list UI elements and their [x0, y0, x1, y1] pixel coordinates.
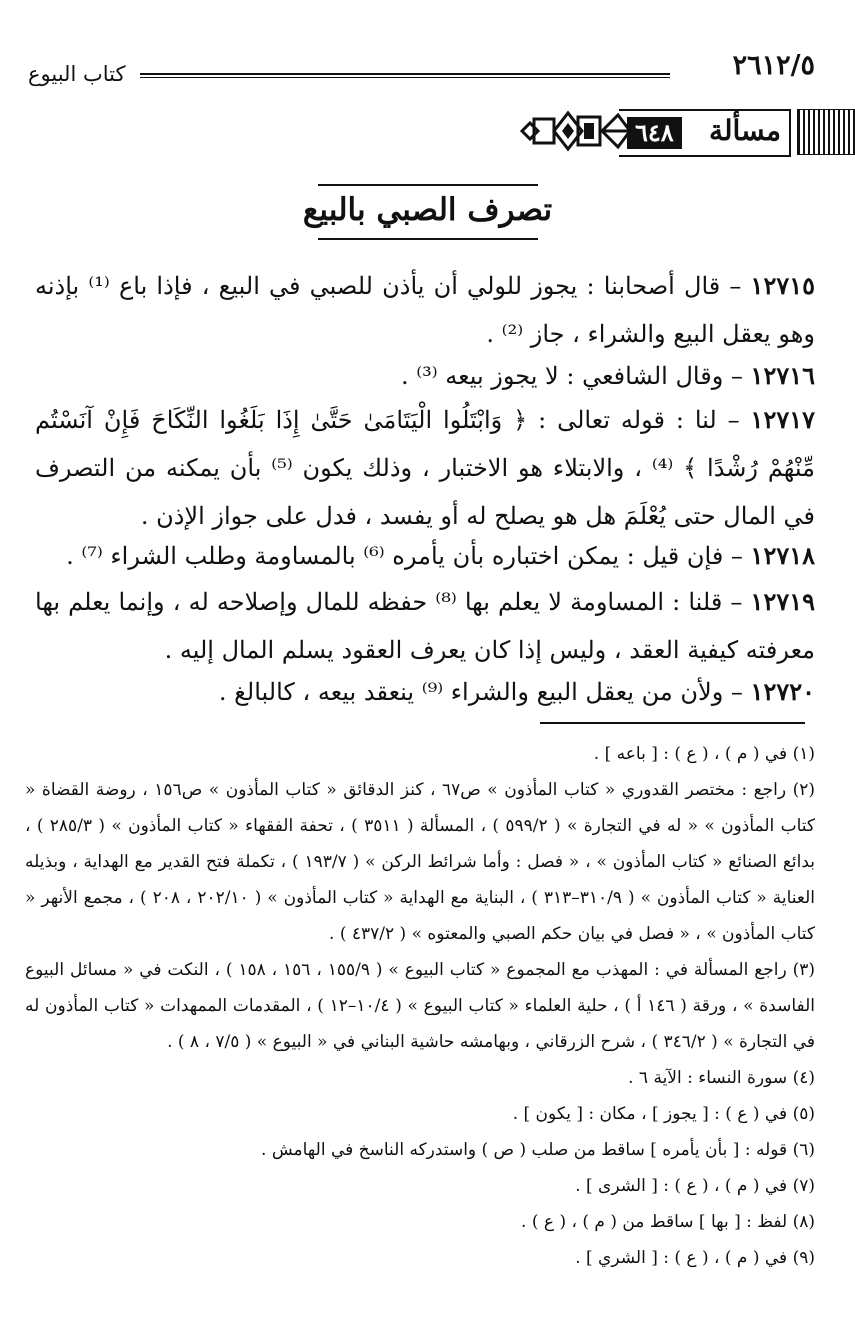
paragraph-12715	[35, 262, 815, 358]
footnote-rule	[540, 722, 805, 724]
title-rule-top	[318, 184, 538, 186]
footnote-4: (٤) سورة النساء : الآية ٦ .	[628, 1068, 815, 1088]
paragraph-12719	[35, 578, 815, 674]
knot-ornament-icon	[520, 103, 630, 159]
paragraph-number: ١٢٧١٨	[750, 541, 815, 570]
paragraph-number: ١٢٧٢٠	[750, 677, 815, 706]
paragraph-12716	[35, 352, 815, 400]
footnote-5: (٥) في ( ع ) : [ يجوز ] ، مكان : [ يكون ] .	[512, 1104, 815, 1124]
masala-banner	[520, 103, 855, 159]
chapter-title: تصرف الصبي بالبيع	[302, 192, 553, 228]
paragraph-text: – قلنا : المساومة لا يعلم بها ⁽⁸⁾ حفظه للمال وإصلاحه له ، وإنما يعلم بها معرفته كيفية العقد ، وليس إذا كان يعرف العقود يسلم المال إليه .	[35, 588, 815, 664]
paragraph-text: – ولأن من يعقل البيع والشراء ⁽⁹⁾ ينعقد بيعه ، كالبالغ .	[218, 678, 751, 706]
masala-number: ٦٤٨	[627, 117, 682, 149]
paragraph-number: ١٢٧١٩	[750, 587, 815, 616]
footnote-7: (٧) في ( م ) ، ( ع ) : [ الشرى ] .	[575, 1176, 815, 1196]
header-rule-thin	[140, 77, 670, 78]
page-reference: ٢٦١٢/٥	[732, 50, 815, 81]
paragraph-number: ١٢٧١٥	[750, 271, 815, 300]
masala-label: مسألة	[708, 114, 781, 147]
masala-label-box	[619, 109, 791, 157]
footnote-8: (٨) لفظ : [ بها ] ساقط من ( م ) ، ( ع ) .	[521, 1212, 815, 1232]
paragraph-text: – وقال الشافعي : لا يجوز بيعه ⁽³⁾ .	[400, 362, 751, 390]
title-rule-bottom	[318, 238, 538, 240]
header-rule	[140, 73, 670, 75]
paragraph-number: ١٢٧١٦	[750, 361, 815, 390]
paragraph-12717	[35, 396, 815, 540]
footnote-1: (١) في ( م ) ، ( ع ) : [ باعه ] .	[593, 744, 815, 764]
footnote-3: (٣) راجع المسألة في : المهذب مع المجموع « كتاب البيوع » ( ١٥٥/٩ ، ١٥٦ ، ١٥٨ ) ، النكت في « مسائل البيوع الفاسدة » ، ورقة ( ١٤٦ أ ) ، حلية العلماء « كتاب البيوع » ( ١٠/٤–١٢ ) ، المقدمات الممهدات « كتاب المأذون له في التجارة » ( ٣٤٦/٢ ) ، شرح الزرقاني ، وبهامشه حاشية البناني في « البيوع » ( ٧/٥ ، ٨ ) .	[25, 960, 815, 1052]
footnote-9: (٩) في ( م ) ، ( ع ) : [ الشري ] .	[575, 1248, 815, 1268]
footnote-6: (٦) قوله : [ بأن يأمره ] ساقط من صلب ( ص ) واستدركه الناسخ في الهامش .	[261, 1140, 815, 1160]
paragraph-text: – قال أصحابنا : يجوز للولي أن يأذن للصبي في البيع ، فإذا باع ⁽¹⁾ بإذنه وهو يعقل البيع والشراء ، جاز ⁽²⁾ .	[35, 272, 815, 348]
paragraph-12718	[35, 532, 815, 580]
book-title: كتاب البيوع	[28, 62, 126, 86]
paragraph-12720	[35, 668, 815, 716]
paragraph-text: – فإن قيل : يمكن اختباره بأن يأمره ⁽⁶⁾ بالمساومة وطلب الشراء ⁽⁷⁾ .	[66, 542, 751, 570]
paragraph-number: ١٢٧١٧	[750, 405, 815, 434]
paragraph-text: – لنا : قوله تعالى : ﴿ وَابْتَلُوا الْيَتَامَىٰ حَتَّىٰ إِذَا بَلَغُوا النِّكَاحَ فَإِنْ آنَسْتُم مِّنْهُمْ رُشْدًا ﴾ ⁽⁴⁾ ، والابتلاء هو الاختبار ، وذلك يكون ⁽⁵⁾ بأن يمكنه من التصرف في المال حتى يُعْلَمَ هل هو يصلح له أو يفسد ، فدل على جواز الإذن .	[35, 406, 815, 530]
footnote-2: (٢) راجع : مختصر القدوري « كتاب المأذون » ص٦٧ ، كنز الدقائق « كتاب المأذون » ص١٥٦ ، روضة القضاة « كتاب المأذون » « له في التجارة » ( ٥٩٩/٢ ) ، المسألة ( ٣٥١١ ) ، تحفة الفقهاء « كتاب المأذون » ( ٢٨٥/٣ ) ، بدائع الصنائع « كتاب المأذون » ، « فصل : وأما شرائط الركن » ( ١٩٣/٧ ) ، تكملة فتح القدير مع الهداية ، وبذيله العناية « كتاب المأذون » ( ٣١٠/٩–٣١٣ ) ، البناية مع الهداية « كتاب المأذون » ( ٢٠٢/١٠ ، ٢٠٨ ) ، مجمع الأنهر « كتاب المأذون » ، « فصل في بيان حكم الصبي والمعتوه » ( ٤٣٧/٢ ) .	[25, 780, 815, 944]
striped-ornament	[797, 109, 855, 155]
